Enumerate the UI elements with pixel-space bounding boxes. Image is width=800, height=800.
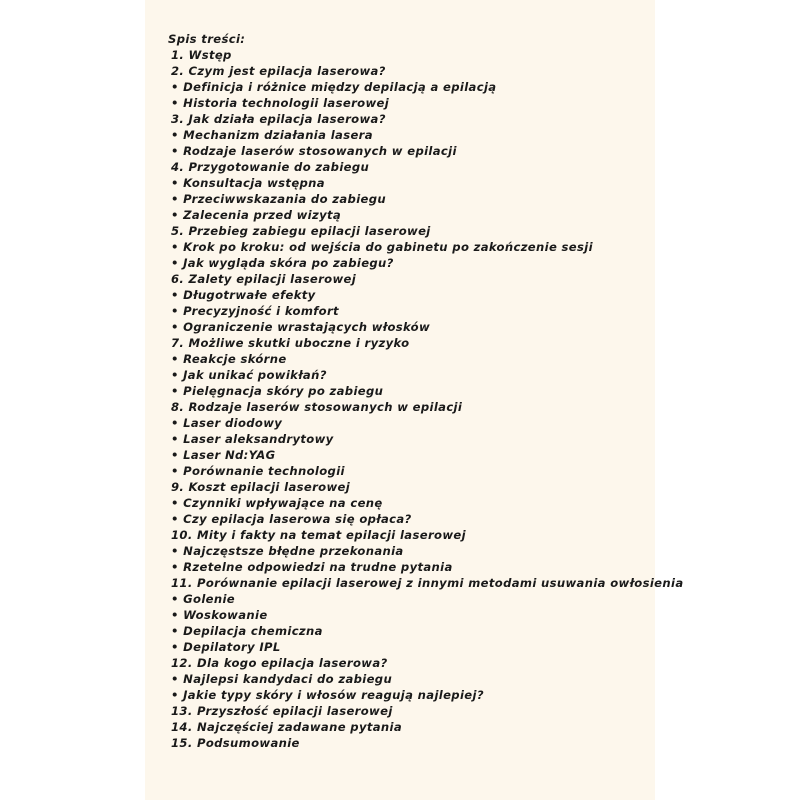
toc-entry: 12. Dla kogo epilacja laserowa? <box>171 656 388 670</box>
toc-entry: • Rodzaje laserów stosowanych w epilacji <box>171 144 457 158</box>
toc-entry: • Zalecenia przed wizytą <box>171 208 342 222</box>
toc-entry: • Golenie <box>171 592 236 606</box>
toc-entry: • Reakcje skórne <box>171 352 287 366</box>
toc-entry: 5. Przebieg zabiegu epilacji laserowej <box>171 224 431 238</box>
toc-entry: • Długotrwałe efekty <box>171 288 316 302</box>
toc-entry: • Pielęgnacja skóry po zabiegu <box>171 384 384 398</box>
toc-entry: 15. Podsumowanie <box>171 736 300 750</box>
toc-entry: • Jak unikać powikłań? <box>171 368 327 382</box>
toc-entry: • Jakie typy skóry i włosów reagują najlepiej? <box>171 688 484 702</box>
toc-entry: 14. Najczęściej zadawane pytania <box>171 720 403 734</box>
toc-entry: • Czynniki wpływające na cenę <box>171 496 383 510</box>
toc-entry: • Przeciwwskazania do zabiegu <box>171 192 386 206</box>
toc-entry: 13. Przyszłość epilacji laserowej <box>171 704 393 718</box>
toc-entry: • Laser diodowy <box>171 416 283 430</box>
toc-entry: • Najczęstsze błędne przekonania <box>171 544 404 558</box>
toc-entry: • Mechanizm działania lasera <box>171 128 373 142</box>
toc-entry: • Najlepsi kandydaci do zabiegu <box>171 672 393 686</box>
table-of-contents <box>168 31 684 751</box>
toc-entry: 10. Mity i fakty na temat epilacji laserowej <box>171 528 466 542</box>
toc-entry: • Jak wygląda skóra po zabiegu? <box>171 256 394 270</box>
toc-entry: • Precyzyjność i komfort <box>171 304 339 318</box>
toc-title: Spis treści: <box>168 32 246 46</box>
toc-entry: 11. Porównanie epilacji laserowej z innymi metodami usuwania owłosienia <box>171 576 684 590</box>
toc-entry: • Definicja i różnice między depilacją a epilacją <box>171 80 497 94</box>
toc-entry: • Laser Nd:YAG <box>171 448 276 462</box>
toc-entry: 7. Możliwe skutki uboczne i ryzyko <box>171 336 410 350</box>
toc-entry: • Historia technologii laserowej <box>171 96 390 110</box>
toc-entry: • Rzetelne odpowiedzi na trudne pytania <box>171 560 453 574</box>
toc-entry: • Laser aleksandrytowy <box>171 432 334 446</box>
toc-entry: • Ograniczenie wrastających włosków <box>171 320 431 334</box>
toc-entry: 3. Jak działa epilacja laserowa? <box>171 112 386 126</box>
toc-entry: • Porównanie technologii <box>171 464 345 478</box>
toc-entry: • Depilacja chemiczna <box>171 624 323 638</box>
toc-entry: • Krok po kroku: od wejścia do gabinetu po zakończenie sesji <box>171 240 593 254</box>
toc-entry: 6. Zalety epilacji laserowej <box>171 272 357 286</box>
toc-entry: • Depilatory IPL <box>171 640 281 654</box>
toc-entry: • Konsultacja wstępna <box>171 176 325 190</box>
toc-entry: • Czy epilacja laserowa się opłaca? <box>171 512 412 526</box>
toc-entry: 9. Koszt epilacji laserowej <box>171 480 351 494</box>
toc-entry: • Woskowanie <box>171 608 268 622</box>
toc-entry: 1. Wstęp <box>171 48 232 62</box>
toc-entry: 2. Czym jest epilacja laserowa? <box>171 64 386 78</box>
toc-entry: 4. Przygotowanie do zabiegu <box>171 160 370 174</box>
toc-entry: 8. Rodzaje laserów stosowanych w epilacji <box>171 400 463 414</box>
